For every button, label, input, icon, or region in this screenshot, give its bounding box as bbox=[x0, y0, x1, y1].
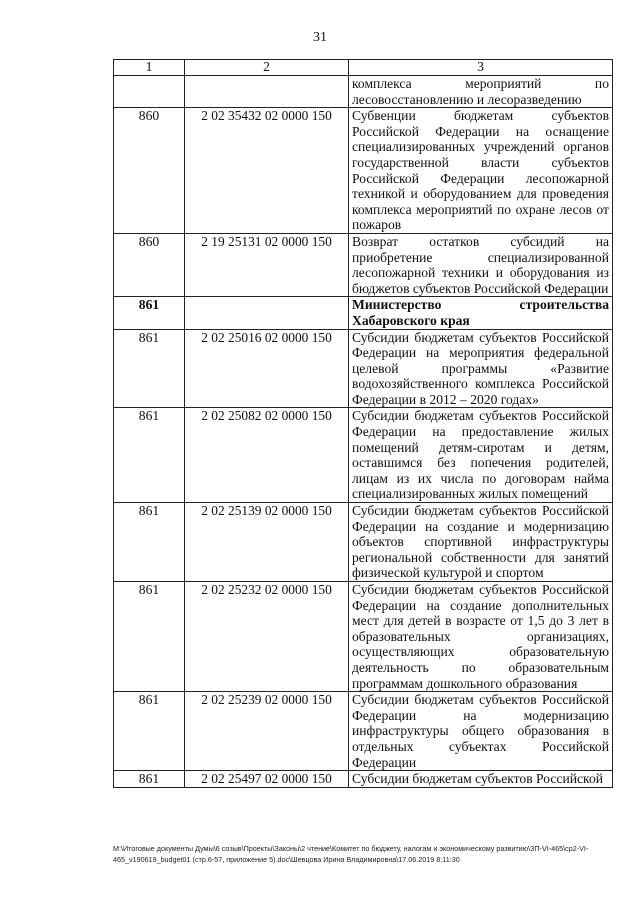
table-row bbox=[114, 108, 613, 234]
description-cell: Субсидии бюджетам субъектов Российской Федерации на создание и модернизацию объектов спортивной инфраструктуры региональной собственности для занятий физической культурой и спортом bbox=[349, 503, 613, 582]
budget-code-cell: 2 02 25239 02 0000 150 bbox=[185, 692, 349, 771]
admin-code-cell: 861 bbox=[114, 692, 185, 771]
budget-code-cell: 2 19 25131 02 0000 150 bbox=[185, 233, 349, 296]
ministry-name-cell: Министерство строительства Хабаровского края bbox=[349, 297, 613, 329]
table-row bbox=[114, 329, 613, 408]
admin-code-cell: 861 bbox=[114, 771, 185, 788]
page-number: 31 bbox=[313, 30, 327, 45]
table-row bbox=[114, 582, 613, 692]
description-cell: Возврат остатков субсидий на приобретение специализированной лесопожарной техники и оборудования из бюджетов субъектов Российской Федерации bbox=[349, 233, 613, 296]
table-row bbox=[114, 233, 613, 296]
description-cell: Субсидии бюджетам субъектов Российской Федерации на модернизацию инфраструктуры общего образования в отдельных субъектах Российской Федерации bbox=[349, 692, 613, 771]
table-row bbox=[114, 408, 613, 503]
table-row bbox=[114, 76, 613, 108]
column-header-1: 1 bbox=[114, 60, 185, 76]
admin-code-cell bbox=[114, 76, 185, 108]
table-header-row bbox=[114, 60, 613, 76]
revenue-admin-table bbox=[113, 59, 613, 788]
document-path-footer: M:\Итоговые документы Думы\6 созыв\Проекты\Законы\2 чтение\Комитет по бюджету, налогам и экономическому развитию\ЗП-VI-465\ср2-VI-465_v190619_budget01 (стр.6-57, приложение 5).doc\Шевцова Ирина Владимировна\17.06.2019 8:11:30 bbox=[113, 844, 589, 864]
admin-code-cell: 860 bbox=[114, 233, 185, 296]
budget-code-cell: 2 02 25139 02 0000 150 bbox=[185, 503, 349, 582]
table-row-section-header bbox=[114, 297, 613, 329]
admin-code-cell: 861 bbox=[114, 582, 185, 692]
admin-code-cell: 860 bbox=[114, 108, 185, 234]
budget-code-cell: 2 02 25016 02 0000 150 bbox=[185, 329, 349, 408]
budget-code-cell: 2 02 25082 02 0000 150 bbox=[185, 408, 349, 503]
admin-code-cell: 861 bbox=[114, 329, 185, 408]
budget-code-cell: 2 02 25232 02 0000 150 bbox=[185, 582, 349, 692]
column-header-3: 3 bbox=[349, 60, 613, 76]
admin-code-cell: 861 bbox=[114, 503, 185, 582]
admin-code-cell: 861 bbox=[114, 408, 185, 503]
column-header-2: 2 bbox=[185, 60, 349, 76]
description-cell: Субсидии бюджетам субъектов Российской Федерации на мероприятия федеральной целевой программы «Развитие водохозяйственного комплекса Российской Федерации в 2012 – 2020 годах» bbox=[349, 329, 613, 408]
description-cell: Субсидии бюджетам субъектов Российской bbox=[349, 771, 613, 788]
description-cell: Субсидии бюджетам субъектов Российской Федерации на создание дополнительных мест для детей в возрасте от 1,5 до 3 лет в образовательных организациях, осуществляющих образовательную деятельность по образовательным программам дошкольного образования bbox=[349, 582, 613, 692]
budget-code-cell bbox=[185, 297, 349, 329]
table-row bbox=[114, 692, 613, 771]
budget-code-cell: 2 02 35432 02 0000 150 bbox=[185, 108, 349, 234]
description-cell: Субсидии бюджетам субъектов Российской Федерации на предоставление жилых помещений детям-сиротам и детям, оставшимся без попечения родителей, лицам из их числа по договорам найма специализированных жилых помещений bbox=[349, 408, 613, 503]
budget-code-cell bbox=[185, 76, 349, 108]
budget-code-cell: 2 02 25497 02 0000 150 bbox=[185, 771, 349, 788]
description-cell: комплекса мероприятий по лесовосстановлению и лесоразведению bbox=[349, 76, 613, 108]
table-row bbox=[114, 771, 613, 788]
admin-code-cell: 861 bbox=[114, 297, 185, 329]
table-row bbox=[114, 503, 613, 582]
description-cell: Субвенции бюджетам субъектов Российской Федерации на оснащение специализированных учреждений органов государственной власти субъектов Российской Федерации лесопожарной техникой и оборудованием для проведения комплекса мероприятий по охране лесов от пожаров bbox=[349, 108, 613, 234]
